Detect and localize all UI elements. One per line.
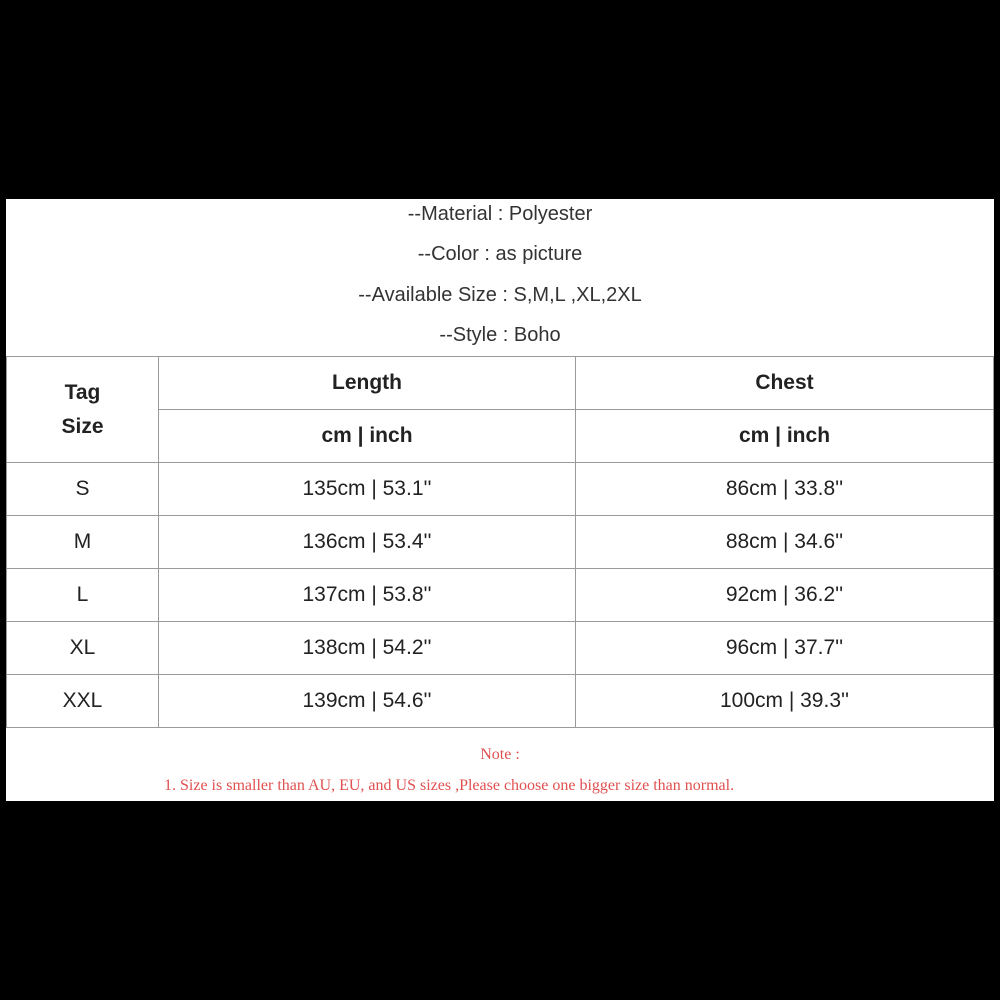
size-cell: XL (7, 622, 159, 675)
chest-cell: 86cm | 33.8'' (576, 463, 994, 516)
material-line: --Material : Polyester (407, 203, 593, 225)
product-info (6, 199, 994, 357)
size-cell: M (7, 516, 159, 569)
table-row (7, 675, 994, 728)
note-title: Note : (480, 746, 520, 763)
table-row (7, 569, 994, 622)
chest-cell: 88cm | 34.6'' (576, 516, 994, 569)
table-header-row (7, 357, 994, 410)
chest-cell: 92cm | 36.2'' (576, 569, 994, 622)
length-cell: 137cm | 53.8'' (159, 569, 576, 622)
table-row (7, 622, 994, 675)
length-cell: 136cm | 53.4'' (159, 516, 576, 569)
chest-unit-header: cm | inch (576, 410, 994, 463)
length-unit-header: cm | inch (159, 410, 576, 463)
note-item: 1. Size is smaller than AU, EU, and US sizes ,Please choose one bigger size than normal. (164, 777, 735, 794)
length-cell: 139cm | 54.6'' (159, 675, 576, 728)
size-chart-sheet (6, 199, 994, 801)
available-size-line: --Available Size : S,M,L ,XL,2XL (358, 284, 642, 306)
style-line: --Style : Boho (439, 324, 561, 346)
size-cell: L (7, 569, 159, 622)
chest-cell: 100cm | 39.3'' (576, 675, 994, 728)
length-cell: 138cm | 54.2'' (159, 622, 576, 675)
chest-cell: 96cm | 37.7'' (576, 622, 994, 675)
length-header: Length (159, 357, 576, 410)
tag-size-header (7, 357, 159, 463)
size-cell: XXL (7, 675, 159, 728)
length-cell: 135cm | 53.1'' (159, 463, 576, 516)
chest-header: Chest (576, 357, 994, 410)
table-row (7, 463, 994, 516)
color-line: --Color : as picture (417, 243, 583, 265)
tag-size-label: Tag Size (61, 380, 104, 438)
table-row (7, 516, 994, 569)
note-section (6, 734, 994, 801)
size-table (6, 356, 994, 728)
size-cell: S (7, 463, 159, 516)
